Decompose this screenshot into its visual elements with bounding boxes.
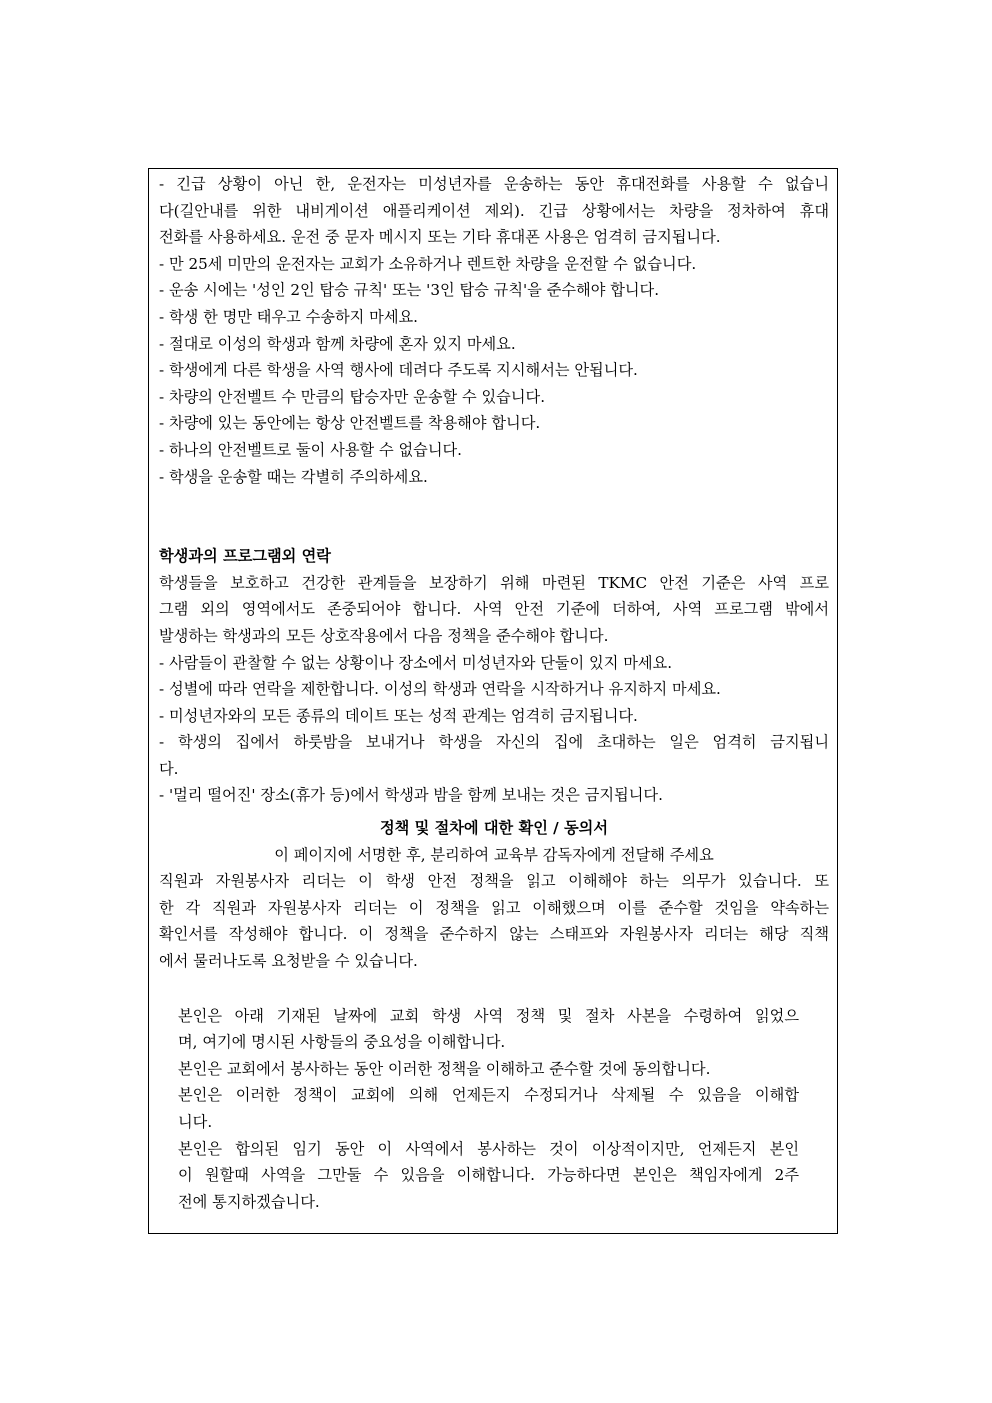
programs-line: - '멀리 떨어진' 장소(휴가 등)에서 학생과 밤을 함께 보내는 것은 금지됩니다. (159, 786, 663, 805)
statement-line: 본인은 교회에서 봉사하는 동안 이러한 정책을 이해하고 준수할 것에 동의합니다. (178, 1059, 711, 1078)
transport-rule-line: - 운송 시에는 '성인 2인 탑승 규칙' 또는 '3인 탑승 규칙'을 준수해야 합니다. (159, 281, 660, 300)
programs-heading: 학생과의 프로그램외 연락 (159, 547, 331, 566)
transport-rule-line: - 하나의 안전벨트로 둘이 사용할 수 없습니다. (159, 440, 463, 459)
programs-line: 학생들을 보호하고 건강한 관계들을 보장하기 위해 마련된 TKMC 안전 기준은 사역 프로 (159, 573, 829, 592)
transport-rule-line: - 절대로 이성의 학생과 함께 차량에 혼자 있지 마세요. (159, 334, 516, 353)
acknowledgement-title: 정책 및 절차에 대한 확인 / 동의서 (380, 819, 608, 838)
transport-rule-line: - 만 25세 미만의 운전자는 교회가 소유하거나 렌트한 차량을 운전할 수 없습니다. (159, 254, 697, 273)
programs-line: 다. (159, 759, 179, 778)
transport-rule-line: 다(길안내를 위한 내비게이션 애플리케이션 제외). 긴급 상황에서는 차량을 정차하여 휴대 (159, 201, 829, 220)
acknowledgement-intro-line: 확인서를 작성해야 합니다. 이 정책을 준수하지 않는 스태프와 자원봉사자 리더는 해당 직책 (159, 925, 829, 944)
programs-line: 그램 외의 영역에서도 존중되어야 합니다. 사역 안전 기준에 더하여, 사역 프로그램 밖에서 (159, 600, 829, 619)
transport-rule-line: - 차량의 안전벨트 수 만큼의 탑승자만 운송할 수 있습니다. (159, 387, 546, 406)
document-content (159, 171, 829, 1215)
transport-rule-line: - 학생을 운송할 때는 각별히 주의하세요. (159, 467, 428, 486)
section-spacer (159, 975, 829, 1003)
acknowledgement-intro-line: 한 각 직원과 자원봉사자 리더는 이 정책을 읽고 이해했으며 이를 준수할 것임을 약속하는 (159, 898, 829, 917)
statement-line: 본인은 아래 기재된 날짜에 교회 학생 사역 정책 및 절차 사본을 수령하여 읽었으 (178, 1006, 799, 1025)
acknowledgement-intro-line: 에서 물러나도록 요청받을 수 있습니다. (159, 952, 418, 971)
statement-line: 전에 통지하겠습니다. (178, 1192, 320, 1211)
statement-line: 본인은 이러한 정책이 교회에 의해 언제든지 수정되거나 삭제될 수 있음을 이해합 (178, 1086, 799, 1105)
programs-line: - 미성년자와의 모든 종류의 데이트 또는 성적 관계는 엄격히 금지됩니다. (159, 706, 638, 725)
programs-line: 발생하는 학생과의 모든 상호작용에서 다음 정책을 준수해야 합니다. (159, 626, 609, 645)
document-frame (148, 168, 838, 1234)
acknowledgement-intro-line: 직원과 자원봉사자 리더는 이 학생 안전 정책을 읽고 이해해야 하는 의무가 있습니다. 또 (159, 872, 829, 891)
transport-rule-line: - 학생 한 명만 태우고 수송하지 마세요. (159, 307, 418, 326)
acknowledgement-subtitle: 이 페이지에 서명한 후, 분리하여 교육부 감독자에게 전달해 주세요 (274, 845, 714, 864)
statement-line: 이 원할때 사역을 그만둘 수 있음을 이해합니다. 가능하다면 본인은 책임자에게 2주 (178, 1166, 799, 1185)
transport-rule-line: - 긴급 상황이 아닌 한, 운전자는 미성년자를 운송하는 동안 휴대전화를 사용할 수 없습니 (159, 175, 829, 193)
programs-line: - 성별에 따라 연락을 제한합니다. 이성의 학생과 연락을 시작하거나 유지하지 마세요. (159, 680, 721, 699)
transport-rule-line: - 차량에 있는 동안에는 항상 안전벨트를 착용해야 합니다. (159, 414, 541, 433)
statement-line: 니다. (178, 1113, 213, 1131)
programs-line: - 학생의 집에서 하룻밤을 보내거나 학생을 자신의 집에 초대하는 일은 엄격히 금지됩니 (159, 733, 829, 752)
transport-rule-line: 전화를 사용하세요. 운전 중 문자 메시지 또는 기타 휴대폰 사용은 엄격히 금지됩니다. (159, 228, 721, 247)
transport-rule-line: - 학생에게 다른 학생을 사역 행사에 데려다 주도록 지시해서는 안됩니다. (159, 361, 638, 380)
statement-line: 본인은 합의된 임기 동안 이 사역에서 봉사하는 것이 이상적이지만, 언제든지 본인 (178, 1139, 799, 1158)
statement-line: 며, 여기에 명시된 사항들의 중요성을 이해합니다. (178, 1033, 506, 1052)
section-spacer (159, 490, 829, 543)
programs-line: - 사람들이 관찰할 수 없는 상황이나 장소에서 미성년자와 단둘이 있지 마세요. (159, 653, 673, 672)
